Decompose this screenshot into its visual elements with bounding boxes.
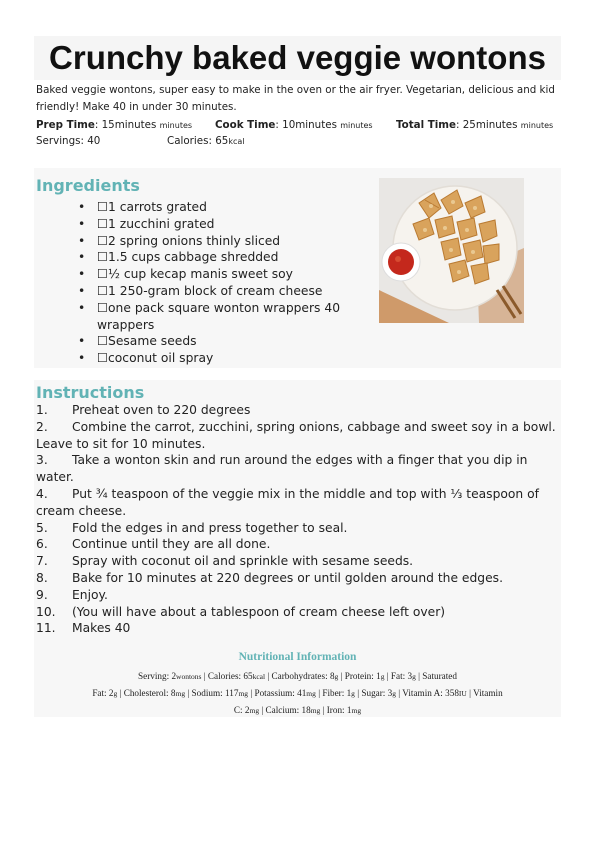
nutrition-unit: g bbox=[351, 689, 355, 698]
title-box bbox=[34, 36, 561, 80]
ingredient-item: • ☐1 250-gram block of cream cheese bbox=[78, 283, 378, 300]
step-text: Fold the edges in and press together to seal. bbox=[72, 520, 348, 535]
step-text: (You will have about a tablespoon of cream cheese left over) bbox=[72, 604, 446, 619]
nutrition-label: Cholesterol: bbox=[123, 688, 171, 698]
instructions-heading: Instructions bbox=[36, 383, 145, 402]
nutrition-label: C: bbox=[233, 705, 245, 715]
instruction-step bbox=[36, 520, 558, 537]
nutrition-unit: g bbox=[412, 672, 416, 681]
nutrition-separator: | bbox=[117, 688, 124, 698]
nutrition-value: 117 bbox=[224, 688, 239, 698]
nutrition-label: Sugar: bbox=[361, 688, 388, 698]
nutrition-unit: mg bbox=[249, 706, 260, 715]
step-text: Preheat oven to 220 degrees bbox=[72, 403, 251, 417]
step-number: 9. bbox=[36, 587, 48, 602]
nutrition-value: 3 bbox=[387, 688, 393, 698]
recipe-title: Crunchy baked veggie wontons bbox=[49, 39, 546, 76]
step-text: Makes 40 bbox=[72, 621, 131, 636]
instruction-step bbox=[36, 553, 558, 570]
time-row bbox=[36, 117, 561, 133]
total-time-value: : 25minutes bbox=[455, 119, 518, 131]
ingredient-item: • ☐coconut oil spray bbox=[78, 350, 378, 367]
nutrition-unit: mg bbox=[175, 689, 186, 698]
instruction-step bbox=[36, 452, 558, 486]
instruction-step bbox=[36, 620, 558, 637]
ingredient-item: • ☐one pack square wonton wrappers 40 wrappers bbox=[78, 300, 378, 334]
instruction-step bbox=[36, 536, 558, 553]
step-number: 7. bbox=[36, 554, 48, 569]
nutrition-value: 3 bbox=[407, 671, 413, 681]
total-time-label: Total Time bbox=[396, 119, 456, 131]
calories-value: Calories: 65 bbox=[167, 135, 229, 147]
nutrition-value: 1 bbox=[376, 671, 381, 681]
total-time-unit: minutes bbox=[520, 121, 554, 130]
ingredient-item: • ☐½ cup kecap manis sweet soy bbox=[78, 266, 378, 283]
instructions-list bbox=[36, 402, 558, 637]
nutrition-label: Saturated bbox=[422, 671, 457, 681]
step-text: Take a wonton skin and run around the edges with a finger that you dip in water. bbox=[36, 453, 528, 485]
wontons-photo-art bbox=[379, 178, 524, 323]
step-number: 1. bbox=[36, 403, 48, 417]
nutrition-label: Fat: bbox=[92, 688, 109, 698]
nutrition-separator: | bbox=[384, 671, 391, 681]
wontons-photo bbox=[379, 178, 524, 323]
nutrition-unit: mg bbox=[351, 706, 362, 715]
nutrition-unit: g bbox=[113, 689, 118, 698]
nutrition-separator: | bbox=[201, 671, 208, 681]
nutrition-unit: g bbox=[392, 689, 396, 698]
prep-time-label: Prep Time bbox=[36, 119, 95, 131]
servings: Servings: 40 bbox=[36, 135, 101, 147]
nutrition-value: 8 bbox=[329, 671, 335, 681]
prep-time-unit: minutes bbox=[159, 121, 193, 130]
nutrition-value: 18 bbox=[301, 705, 311, 715]
step-text: Continue until they are all done. bbox=[72, 537, 271, 552]
cook-time-label: Cook Time bbox=[215, 119, 276, 131]
prep-time bbox=[36, 117, 192, 134]
step-number: 6. bbox=[36, 537, 48, 552]
nutrition-unit: mg bbox=[238, 689, 249, 698]
nutrition-value: 41 bbox=[297, 688, 307, 698]
step-number: 8. bbox=[36, 570, 48, 585]
nutrition-separator: | bbox=[466, 688, 474, 698]
nutrition-label: Potassium: bbox=[254, 688, 298, 698]
nutrition-value: 8 bbox=[170, 688, 176, 698]
nutrition-separator: | bbox=[338, 671, 345, 681]
step-text: Spray with coconut oil and sprinkle with sesame seeds. bbox=[72, 554, 414, 569]
nutrition-separator: | bbox=[265, 671, 272, 681]
calories-unit: kcal bbox=[228, 137, 245, 146]
step-number: 10. bbox=[36, 604, 56, 619]
total-time bbox=[396, 117, 553, 134]
nutrition-separator: | bbox=[354, 688, 362, 698]
nutrition-label: Fat: bbox=[390, 671, 408, 681]
ingredient-item: • ☐Sesame seeds bbox=[78, 333, 378, 350]
nutrition-separator: | bbox=[396, 688, 403, 698]
nutrition-label: Sodium: bbox=[191, 688, 225, 698]
nutrition-separator: | bbox=[315, 688, 323, 698]
instruction-step bbox=[36, 604, 558, 621]
instruction-step bbox=[36, 419, 558, 453]
nutrition-label: Vitamin bbox=[473, 688, 503, 698]
nutrition-heading: Nutritional Information bbox=[238, 651, 357, 663]
ingredient-item: • ☐2 spring onions thinly sliced bbox=[78, 233, 378, 250]
nutrition-unit: kcal bbox=[252, 672, 266, 681]
nutrition-label: Protein: bbox=[344, 671, 377, 681]
nutrition-unit: g bbox=[380, 672, 385, 681]
servings-row bbox=[36, 133, 561, 149]
nutrition-unit: g bbox=[334, 672, 339, 681]
nutrition-value: 1 bbox=[346, 705, 352, 715]
step-text: Bake for 10 minutes at 220 degrees or until golden around the edges. bbox=[72, 570, 503, 585]
nutrition-separator: | bbox=[248, 688, 255, 698]
step-number: 5. bbox=[36, 520, 48, 535]
step-text: Put ¾ teaspoon of the veggie mix in the middle and top with ⅓ teaspoon of cream cheese. bbox=[36, 486, 539, 518]
nutrition-label: Calories: bbox=[207, 671, 244, 681]
nutrition-value: 1 bbox=[346, 688, 352, 698]
instruction-step bbox=[36, 570, 558, 587]
ingredient-item: • ☐1.5 cups cabbage shredded bbox=[78, 249, 378, 266]
cook-time-unit: minutes bbox=[340, 121, 373, 130]
nutrition-value: 2 bbox=[108, 688, 114, 698]
nutrition-label: Iron: bbox=[326, 705, 347, 715]
step-number: 4. bbox=[36, 486, 48, 501]
nutrition-label: Calcium: bbox=[265, 705, 302, 715]
step-number: 2. bbox=[36, 419, 48, 434]
instruction-step bbox=[36, 587, 558, 604]
nutrition-separator: | bbox=[259, 705, 266, 715]
nutrition-label: Vitamin A: bbox=[402, 688, 446, 698]
ingredient-item: • ☐1 carrots grated bbox=[78, 199, 378, 216]
prep-time-value: : 15minutes bbox=[94, 119, 157, 131]
instruction-step bbox=[36, 486, 558, 520]
step-number: 3. bbox=[36, 453, 48, 468]
ingredient-item: • ☐1 zucchini grated bbox=[78, 216, 378, 233]
ingredients-list bbox=[78, 199, 378, 367]
step-text: Combine the carrot, zucchini, spring onions, cabbage and sweet soy in a bowl. Leave to sit for 10 minutes. bbox=[36, 419, 556, 451]
nutrition-value: 358 bbox=[445, 688, 459, 698]
nutrition-unit: IU bbox=[458, 689, 467, 698]
recipe-intro: Baked veggie wontons, super easy to make in the oven or the air fryer. Vegetarian, delicious and kid friendly! Make 40 in under 30 minutes. bbox=[36, 84, 555, 113]
nutrition-text bbox=[60, 668, 535, 719]
nutrition-unit: mg bbox=[310, 706, 321, 715]
nutrition-label: Carbohydrates: bbox=[271, 671, 330, 681]
ingredients-heading: Ingredients bbox=[36, 176, 140, 195]
step-text: Enjoy. bbox=[72, 587, 108, 602]
nutrition-unit: wontons bbox=[176, 672, 202, 681]
step-number: 11. bbox=[36, 621, 56, 636]
nutrition-label: Fiber: bbox=[322, 688, 347, 698]
nutrition-value: 2 bbox=[244, 705, 250, 715]
cook-time bbox=[215, 117, 373, 134]
nutrition-separator: | bbox=[320, 705, 327, 715]
nutrition-value: 2 bbox=[171, 671, 177, 681]
calories bbox=[167, 133, 244, 150]
nutrition-separator: | bbox=[415, 671, 423, 681]
cook-time-value: : 10minutes bbox=[275, 119, 337, 131]
nutrition-separator: | bbox=[185, 688, 192, 698]
instruction-step bbox=[36, 402, 558, 419]
nutrition-label: Serving: bbox=[138, 671, 172, 681]
nutrition-unit: mg bbox=[306, 689, 316, 698]
nutrition-value: 65 bbox=[243, 671, 253, 681]
